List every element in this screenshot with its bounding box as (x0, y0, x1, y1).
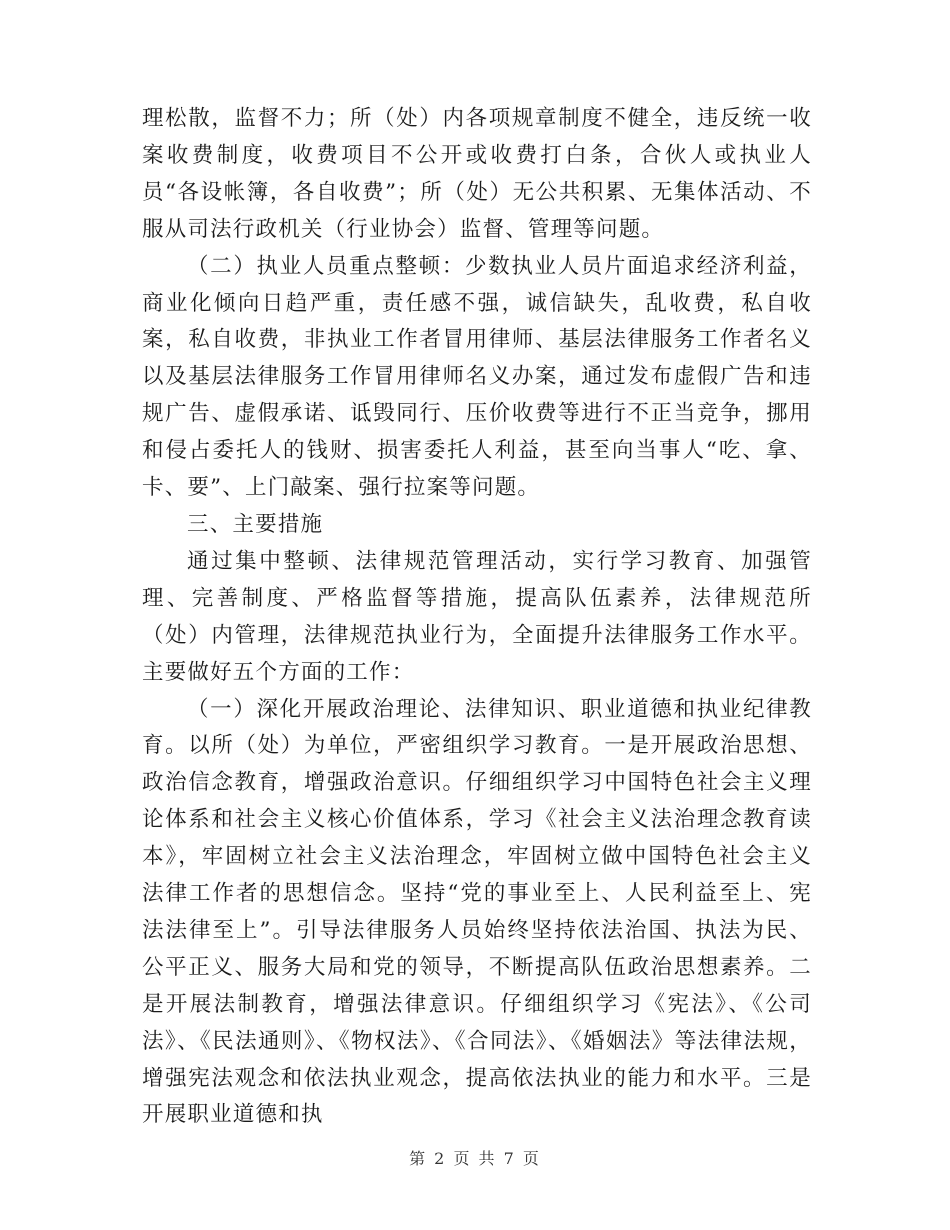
paragraph-management-issues: 理松散，监督不力；所（处）内各项规章制度不健全，违反统一收案收费制度，收费项目不公开或收费打白条，合伙人或执业人员“各设帐簿，各自收费”；所（处）无公共积累、无集体活动、不服从司法行政机关（行业协会）监督、管理等问题。 (142, 106, 812, 242)
document-body (142, 101, 812, 1134)
section-heading-main-measures: 三、主要措施 (187, 511, 324, 537)
paragraph-measures-intro: 通过集中整顿、法律规范管理活动，实行学习教育、加强管理、完善制度、严格监督等措施，提高队伍素养，法律规范所（处）内管理，法律规范执业行为，全面提升法律服务工作水平。主要做好五个方面的工作： (142, 548, 812, 685)
page-footer: 第 2 页 共 7 页 (409, 1149, 541, 1168)
paragraph-practitioner-rectification: （二）执业人员重点整顿：少数执业人员片面追求经济利益，商业化倾向日趋严重，责任感不强，诚信缺失，乱收费，私自收案，私自收费，非执业工作者冒用律师、基层法律服务工作者名义以及基层法律服务工作冒用律师名义办案，通过发布虚假广告和违规广告、虚假承诺、诋毁同行、压价收费等进行不正当竞争，挪用和侵占委托人的钱财、损害委托人利益，甚至向当事人“吃、拿、卡、要”、上门敲案、强行拉案等问题。 (142, 253, 812, 501)
paragraph-education: （一）深化开展政治理论、法律知识、职业道德和执业纪律教育。以所（处）为单位，严密组织学习教育。一是开展政治思想、政治信念教育，增强政治意识。仔细组织学习中国特色社会主义理论体系和社会主义核心价值体系，学习《社会主义法治理念教育读本》，牢固树立社会主义法治理念，牢固树立做中国特色社会主义法律工作者的思想信念。坚持“党的事业至上、人民利益至上、宪法法律至上”。引导法律服务人员始终坚持依法治国、执法为民、公平正义、服务大局和党的领导，不断提高队伍政治思想素养。二是开展法制教育，增强法律意识。仔细组织学习《宪法》、《公司法》、《民法通则》、《物权法》、《合同法》、《婚姻法》等法律法规，增强宪法观念和依法执业观念，提高依法执业的能力和水平。三是开展职业道德和执 (142, 696, 812, 1128)
